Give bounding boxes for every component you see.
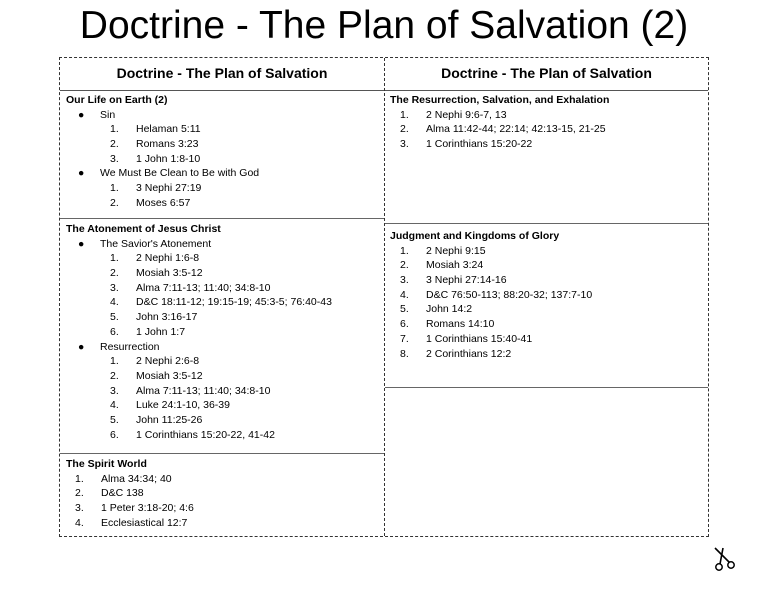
ref-item: 4. D&C 76:50-113; 88:20-32; 137:7-10	[400, 288, 593, 301]
topic-item: ● The Savior's Atonement	[78, 237, 212, 250]
ref-item: 3. 3 Nephi 27:14-16	[400, 274, 507, 287]
ref-item: 1. 3 Nephi 27:19	[110, 182, 202, 195]
bullet-icon: ●	[78, 108, 85, 121]
ref-item: 3. Alma 7:11-13; 11:40; 34:8-10	[110, 384, 271, 397]
ref-item: 8. 2 Corinthians 12:2	[400, 347, 512, 360]
ref-item: 5. John 11:25-26	[110, 413, 203, 426]
ref-item: 6. 1 Corinthians 15:20-22, 41-42	[110, 428, 275, 441]
ref-item: 3. 1 Corinthians 15:20-22	[400, 138, 533, 151]
ref-item: 1. Helaman 5:11	[110, 123, 201, 136]
topic-item: ● Sin	[78, 108, 116, 121]
left-card	[60, 58, 384, 536]
section-spirit-world	[60, 455, 384, 535]
ref-item: 6. Romans 14:10	[400, 318, 495, 331]
section-resurrection-salvation	[385, 91, 708, 224]
section-title: The Resurrection, Salvation, and Exhalation	[390, 94, 610, 106]
page-title: Doctrine - The Plan of Salvation (2)	[79, 4, 689, 47]
scissors-icon	[711, 546, 737, 572]
ref-item: 1. Alma 34:34; 40	[75, 472, 172, 485]
ref-item: 2. D&C 138	[75, 487, 144, 500]
ref-item: 4. D&C 18:11-12; 19:15-19; 45:3-5; 76:40-43	[110, 296, 332, 309]
section-title: Judgment and Kingdoms of Glory	[390, 230, 560, 242]
ref-item: 2. Alma 11:42-44; 22:14; 42:13-15, 21-25	[400, 123, 606, 136]
section-title: Our Life on Earth (2)	[66, 94, 168, 106]
ref-item: 1. 2 Nephi 9:15	[400, 244, 486, 257]
ref-item: 1. 2 Nephi 9:6-7, 13	[400, 108, 507, 121]
ref-item: 2. Romans 3:23	[110, 138, 199, 151]
right-card-header: Doctrine - The Plan of Salvation	[385, 58, 708, 91]
ref-item: 4. Luke 24:1-10, 36-39	[110, 399, 230, 412]
topic-item: ● Resurrection	[78, 340, 160, 353]
section-empty	[385, 389, 708, 535]
bullet-icon: ●	[78, 167, 85, 180]
ref-item: 1. 2 Nephi 2:6-8	[110, 355, 200, 368]
section-life-on-earth	[60, 91, 384, 219]
bullet-icon: ●	[78, 340, 85, 353]
ref-item: 6. 1 John 1:7	[110, 325, 186, 338]
ref-item: 5. John 14:2	[400, 303, 473, 316]
section-title: The Atonement of Jesus Christ	[66, 223, 221, 235]
ref-item: 5. John 3:16-17	[110, 311, 198, 324]
right-card	[384, 58, 708, 536]
ref-item: 3. 1 John 1:8-10	[110, 152, 201, 165]
topic-item: ● We Must Be Clean to Be with God	[78, 167, 260, 180]
ref-item: 2. Mosiah 3:24	[400, 259, 484, 272]
ref-item: 2. Mosiah 3:5-12	[110, 369, 203, 382]
section-atonement	[60, 220, 384, 454]
ref-item: 4. Ecclesiastical 12:7	[75, 516, 188, 529]
section-title: The Spirit World	[66, 458, 147, 470]
left-card-header: Doctrine - The Plan of Salvation	[60, 58, 384, 91]
bullet-icon: ●	[78, 237, 85, 250]
section-judgment	[385, 225, 708, 388]
cutout-sheet	[59, 57, 709, 537]
ref-item: 1. 2 Nephi 1:6-8	[110, 252, 200, 265]
ref-item: 7. 1 Corinthians 15:40-41	[400, 332, 533, 345]
ref-item: 3. Alma 7:11-13; 11:40; 34:8-10	[110, 281, 271, 294]
ref-item: 3. 1 Peter 3:18-20; 4:6	[75, 502, 194, 515]
ref-item: 2. Moses 6:57	[110, 196, 191, 209]
ref-item: 2. Mosiah 3:5-12	[110, 267, 203, 280]
